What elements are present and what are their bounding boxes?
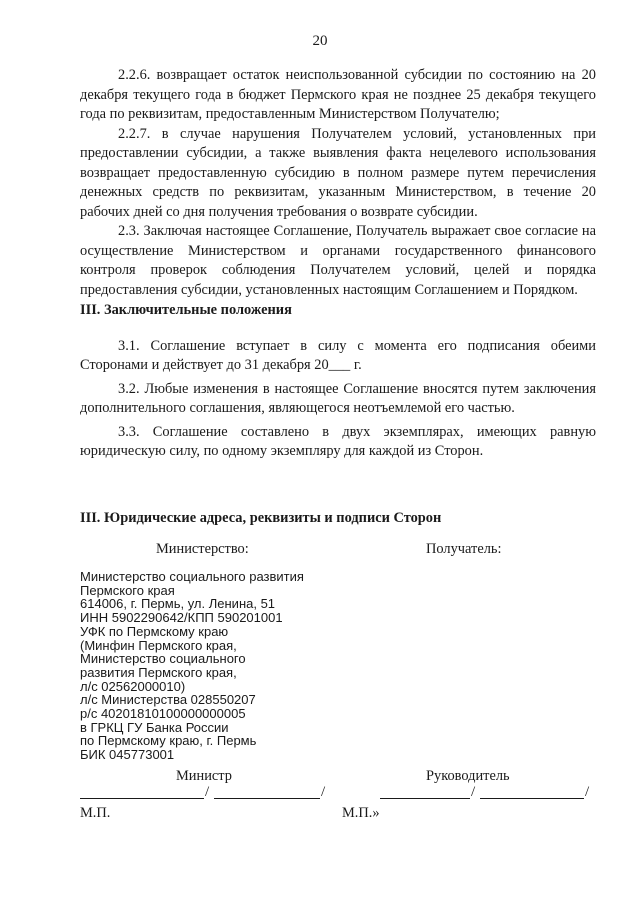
ministry-requisites — [80, 570, 400, 762]
signature-lines — [80, 786, 600, 806]
recipient-label: Получатель: — [426, 541, 502, 557]
requisite-line: ИНН 5902290642/КПП 590201001 — [80, 610, 283, 626]
recipient-stamp-place: М.П.» — [342, 805, 380, 821]
requisite-line: Пермского края — [80, 582, 175, 598]
requisite-line: (Минфин Пермского края, — [80, 637, 237, 653]
section-heading-final-provisions: III. Заключительные положения — [80, 302, 292, 318]
requisite-line: 614006, г. Пермь, ул. Ленина, 51 — [80, 596, 276, 612]
requisite-line: р/с 40201810100000000005 — [80, 706, 246, 722]
requisite-line: УФК по Пермскому краю — [80, 623, 229, 639]
paragraph-2-2-7: 2.2.7. в случае нарушения Получателем условий, установленных при предоставлении субсидии, а также выявления факта нецелевого использования возвращает предоставленную субсидию в полном размере путем перечисления денежных средств по реквизитам, указанным Министерством, в течение 20 рабочих дней со дня получения требования о возврате субсидии. — [80, 125, 596, 220]
requisite-line: БИК 045773001 — [80, 747, 175, 763]
signature-separator: / — [471, 784, 476, 800]
paragraph-3-2: 3.2. Любые изменения в настоящее Соглашение вносятся путем заключения дополнительного соглашения, являющегося неотъемлемой его частью. — [80, 380, 596, 416]
head-signature-line — [380, 786, 470, 799]
document-body — [80, 66, 596, 462]
page-number: 20 — [312, 33, 328, 49]
requisite-line: л/с 02562000010) — [80, 678, 186, 694]
requisite-line: в ГРКЦ ГУ Банка России — [80, 719, 229, 735]
paragraph-2-3: 2.3. Заключая настоящее Соглашение, Получатель выражает свое согласие на осуществление Министерством и органами государственного финансового контроля проверок соблюдения Получателем условий, целей и порядка предоставления субсидии, установленных настоящим Соглашением и Порядком. — [80, 223, 596, 298]
paragraph-2-2-6: 2.2.6. возвращает остаток неиспользованной субсидии по состоянию на 20 декабря текущего года в бюджет Пермского края не позднее 25 декабря текущего года по реквизитам, предоставленным Министерством Получателю; — [80, 67, 596, 122]
minister-name-line — [214, 786, 320, 799]
signature-separator: / — [205, 784, 210, 800]
requisite-line: по Пермскому краю, г. Пермь — [80, 733, 257, 749]
requisite-line: Министерство социального развития — [80, 569, 304, 584]
requisites-heading-block — [80, 509, 596, 529]
requisite-line: развития Пермского края, — [80, 664, 237, 680]
paragraph-3-3: 3.3. Соглашение составлено в двух экземплярах, имеющих равную юридическую силу, по одному экземпляру для каждой из Сторон. — [80, 423, 596, 459]
signature-separator: / — [321, 784, 326, 800]
section-heading-requisites: III. Юридические адреса, реквизиты и подписи Сторон — [80, 510, 442, 526]
minister-signature-line — [80, 786, 204, 799]
paragraph-3-1: 3.1. Соглашение вступает в силу с момента его подписания обеими Сторонами и действует до 31 декабря 20___ г. — [80, 337, 596, 373]
ministry-stamp-place: М.П. — [80, 805, 111, 821]
minister-signature-label: Министр — [176, 768, 232, 784]
signature-separator: / — [585, 784, 590, 800]
requisite-line: л/с Министерства 028550207 — [80, 692, 256, 708]
requisite-line: Министерство социального — [80, 651, 246, 667]
recipient-head-signature-label: Руководитель — [426, 768, 510, 784]
ministry-label: Министерство: — [156, 541, 249, 557]
head-name-line — [480, 786, 584, 799]
